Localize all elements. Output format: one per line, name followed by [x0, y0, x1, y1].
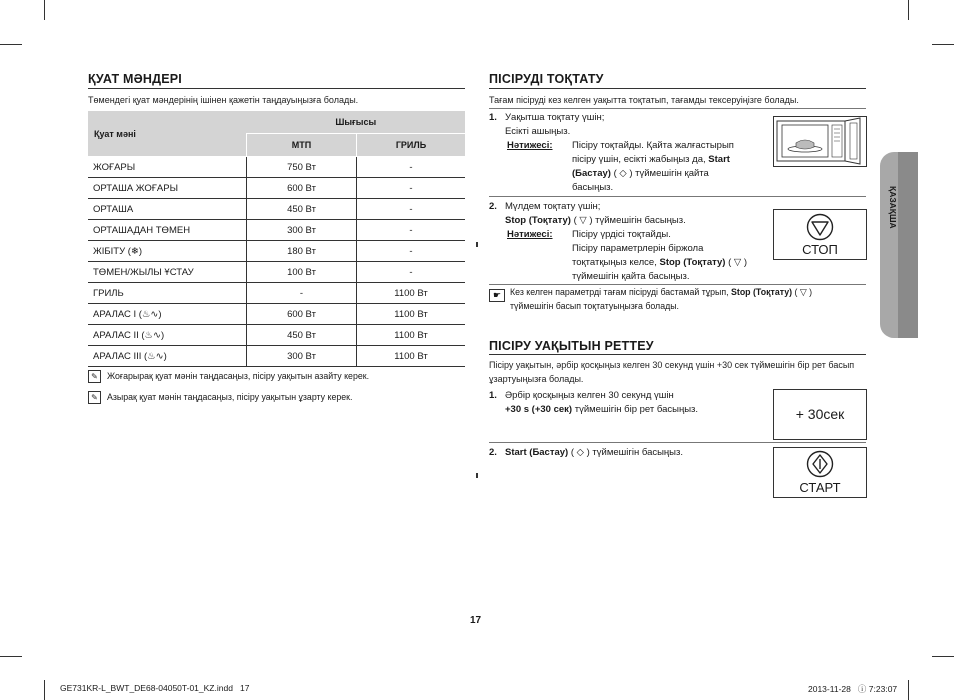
result-text: пісіру үшін, есікті жабыңыз да, [572, 154, 706, 165]
table-row [88, 178, 465, 199]
table-row [88, 304, 465, 325]
divider [489, 108, 866, 109]
table-row [88, 157, 465, 178]
step-text: Мүлдем тоқтату үшін; [505, 201, 601, 212]
step-text: Әрбір қосқыңыз келген 30 секунд үшін [505, 390, 674, 401]
row-grill: - [357, 199, 466, 220]
start-button-label: СТАРТ [799, 480, 841, 495]
row-mw: 600 Вт [247, 304, 357, 325]
stop-icon [774, 212, 866, 244]
row-grill: 1100 Вт [357, 325, 466, 346]
result-text: Пісіру тоқтайды. Қайта жалғастырып [572, 140, 734, 151]
row-mw: 300 Вт [247, 220, 357, 241]
result-text: басыңыз. [572, 182, 614, 193]
result-text: Пісіру параметрлерін біржола [572, 243, 704, 254]
row-grill: - [357, 178, 466, 199]
note-icon: ✎ [88, 391, 101, 404]
start-icon [774, 449, 866, 481]
start-label: Start (Бастау) [505, 447, 569, 458]
result-label: Нәтижесі: [507, 140, 553, 151]
step-text: ( ◇ ) түймешігін басыңыз. [570, 447, 683, 458]
stop-cooking-title: ПІСІРУДІ ТОҚТАТУ [489, 72, 604, 86]
result-text: Пісіру үрдісі тоқтайды. [572, 229, 671, 240]
note-higher-power: Жоғарырақ қуат мәнін таңдасаңыз, пісіру уақытын азайту керек. [107, 371, 370, 381]
page-number: 17 [470, 615, 482, 626]
note-lower-power: Азырақ қуат мәнін таңдасаңыз, пісіру уақытын ұзарту керек. [107, 392, 353, 402]
step-number: 1. [489, 390, 497, 401]
table-row [88, 241, 465, 262]
column-mark [476, 242, 478, 247]
row-mw: 600 Вт [247, 178, 357, 199]
result-text: ( ◇ ) түймешігін қайта [613, 168, 709, 179]
microwave-icon [774, 117, 866, 166]
divider [489, 88, 866, 89]
step-number: 2. [489, 447, 497, 458]
crop-mark [44, 0, 45, 20]
row-label: АРАЛАС III (♨∿) [88, 346, 247, 367]
stop-button-label: СТОП [802, 242, 838, 257]
divider [489, 354, 866, 355]
language-tab-label: ҚАЗАҚША [888, 186, 898, 229]
stop-label: Stop (Тоқтату) [659, 257, 726, 268]
table-row [88, 346, 465, 367]
footer-filename: GE731KR-L_BWT_DE68-04050T-01_KZ.indd 17 [60, 683, 250, 693]
row-mw: 300 Вт [247, 346, 357, 367]
power-levels-intro: Төмендегі қуат мәндерінің ішінен қажетін таңдауыңызға болады. [88, 95, 359, 105]
table-row [88, 262, 465, 283]
stop-button[interactable] [773, 209, 867, 260]
table-row [88, 283, 465, 304]
crop-mark [908, 680, 909, 700]
crop-mark [44, 680, 45, 700]
table-row [88, 199, 465, 220]
crop-mark [908, 0, 909, 20]
row-label: ГРИЛЬ [88, 283, 247, 304]
tip-line: Кез келген параметрді тағам пісіруді бастамай тұрып, Stop (Тоқтату) ( ▽ ) [510, 287, 813, 297]
footer-date: 2013-11-28 ⓘ 7:23:07 [808, 684, 898, 694]
row-mw: 450 Вт [247, 199, 357, 220]
row-mw: 750 Вт [247, 157, 357, 178]
crop-mark [932, 44, 954, 45]
start-button[interactable] [773, 447, 867, 498]
adjust-time-title: ПІСІРУ УАҚЫТЫН РЕТТЕУ [489, 339, 654, 353]
power-levels-title: ҚУАТ МӘНДЕРІ [88, 72, 182, 86]
crop-mark [0, 656, 22, 657]
row-grill: 1100 Вт [357, 346, 466, 367]
step-number: 1. [489, 112, 497, 123]
tip-line: түймешігін басып тоқтатуыңызға болады. [510, 301, 679, 311]
row-label: АРАЛАС II (♨∿) [88, 325, 247, 346]
row-label: АРАЛАС I (♨∿) [88, 304, 247, 325]
crop-mark [0, 44, 22, 45]
row-label: ЖОҒАРЫ [88, 157, 247, 178]
divider [489, 284, 866, 285]
row-label: ОРТАШАДАН ТӨМЕН [88, 220, 247, 241]
note-icon: ✎ [88, 370, 101, 383]
tip-icon: ☛ [489, 289, 505, 302]
divider [489, 442, 866, 443]
row-grill: - [357, 220, 466, 241]
start-label: Start [708, 154, 730, 165]
result-label: Нәтижесі: [507, 229, 553, 240]
plus-30-sec-label: + 30сек [795, 406, 845, 422]
crop-mark [932, 656, 954, 657]
step-text: ( ▽ ) түймешігін басыңыз. [573, 215, 686, 226]
row-label: ТӨМЕН/ЖЫЛЫ ҰСТАУ [88, 262, 247, 283]
result-text: ( ▽ ) [728, 257, 748, 268]
result-text: түймешігін қайта басыңыз. [572, 271, 690, 282]
language-tab [880, 152, 918, 338]
header-microwave: МТП [247, 134, 357, 157]
stop-label: Stop (Тоқтату) [505, 215, 571, 226]
plus-30-sec-button[interactable] [773, 389, 867, 440]
step-text: Уақытша тоқтату үшін; [505, 112, 605, 123]
row-label: ОРТАША [88, 199, 247, 220]
table-row [88, 325, 465, 346]
header-output: Шығысы [247, 111, 466, 134]
column-mark [476, 473, 478, 478]
row-mw: 100 Вт [247, 262, 357, 283]
microwave-open-door-image [773, 116, 867, 167]
row-label: ЖІБІТУ (❄) [88, 241, 247, 262]
row-mw: 180 Вт [247, 241, 357, 262]
row-grill: - [357, 241, 466, 262]
plus30-label: +30 s (+30 сек) [505, 404, 573, 415]
row-label: ОРТАША ЖОҒАРЫ [88, 178, 247, 199]
divider [489, 196, 866, 197]
divider [88, 88, 465, 89]
step-number: 2. [489, 201, 497, 212]
table-row [88, 220, 465, 241]
row-mw: - [247, 283, 357, 304]
row-grill: - [357, 157, 466, 178]
start-label: (Бастау) [572, 168, 611, 179]
power-levels-table [88, 111, 465, 367]
adjust-time-intro: Пісіру уақытын, әрбір қосқыңыз келген 30 секунд үшін +30 сек түймешігін бір рет басып [489, 360, 855, 370]
adjust-time-intro: ұзартуыңызға болады. [489, 374, 584, 384]
stop-cooking-intro: Тағам пісіруді кез келген уақытта тоқтатып, тағамды тексеруіңізге болады. [489, 95, 799, 105]
row-grill: - [357, 262, 466, 283]
header-grill: ГРИЛЬ [357, 134, 466, 157]
row-mw: 450 Вт [247, 325, 357, 346]
result-text: тоқтатқыңыз келсе, [572, 257, 657, 268]
row-grill: 1100 Вт [357, 283, 466, 304]
step-text: Есікті ашыңыз. [505, 126, 571, 137]
row-grill: 1100 Вт [357, 304, 466, 325]
step-text: түймешігін бір рет басыңыз. [574, 404, 699, 415]
header-power-level: Қуат мәні [88, 111, 247, 157]
